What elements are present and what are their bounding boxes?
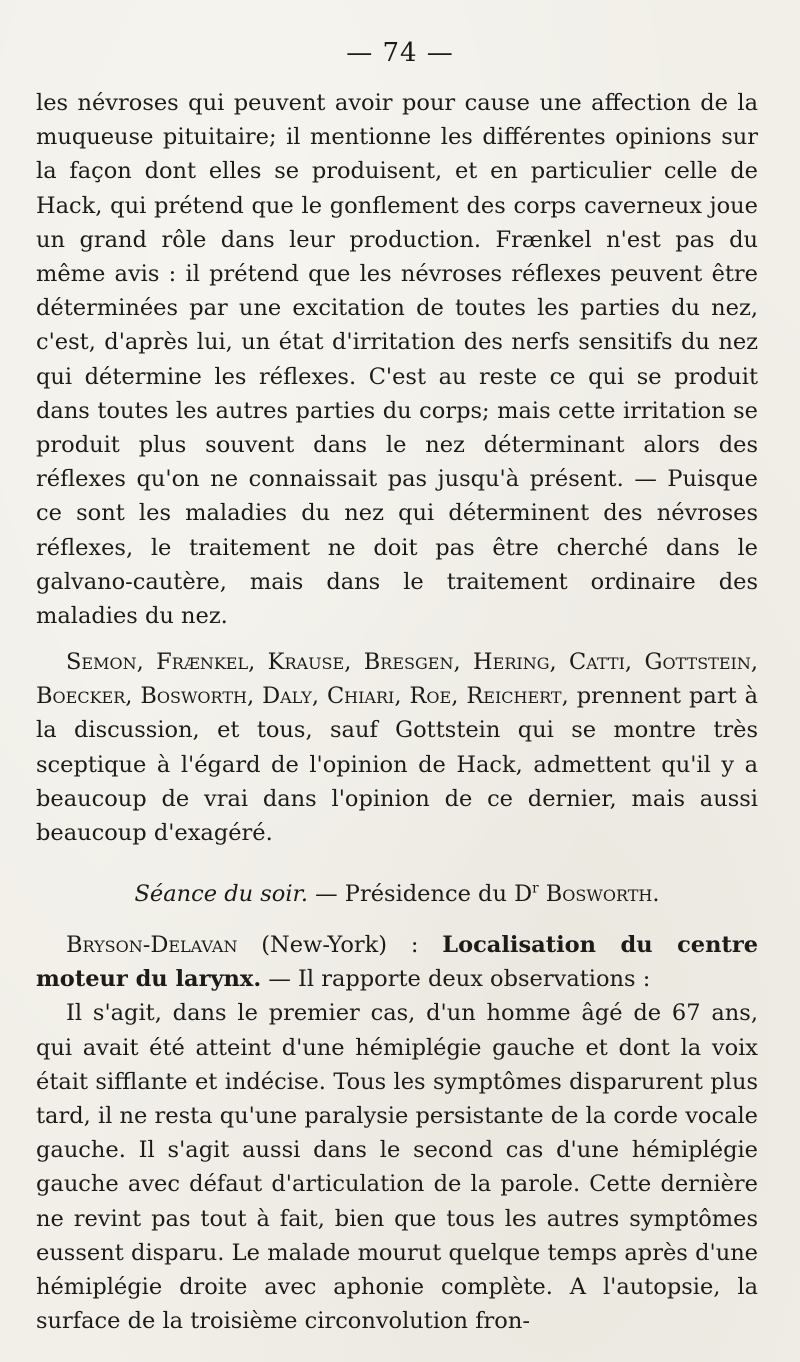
case-description: Il s'agit, dans le premier cas, d'un homme âgé de 67 ans, qui avait été atteint d'une hémiplégie gauche et dont la voix était sifflante et indécise. Tous les symptômes disparurent plus tard, il ne resta qu'une paralysie persistante de la corde vocale gauche. Il s'agit aussi dans le second cas d'une hémiplégie gauche avec défaut d'articulation de la parole. Cette dernière ne revint pas tout à fait, bien que tous les autres symptômes eussent disparu. Le malade mourut quelque temps après d'une hémiplégie droite avec aphonie complète. A l'autopsie, la surface de la troisième circonvolution fron- (36, 1000, 758, 1335)
author-name: Bryson-Delavan (66, 932, 238, 958)
paragraph-discussion (36, 645, 758, 850)
doctor-title-superscript: r (532, 880, 539, 897)
paragraph-neuroses: les névroses qui peuvent avoir pour cause une affection de la muqueuse pituitaire; il mentionne les différentes opinions sur la façon dont elles se produisent, et en particulier celle de Hack, qui prétend que le gonflement des corps caverneux joue un grand rôle dans leur production. Frænkel n'est pas du même avis : il prétend que les névroses réflexes peuvent être déterminées par une excitation de toutes les parties du nez, c'est, d'après lui, un état d'irritation des nerfs sensitifs du nez qui détermine les réflexes. C'est au reste ce qui se produit dans toutes les autres parties du corps; mais cette irritation se produit plus souvent dans le nez déterminant alors des réflexes qu'on ne connaissait pas jusqu'à présent. — Puisque ce sont les maladies du nez qui déterminent des névroses réflexes, le traitement ne doit pas être cherché dans le galvano-cautère, mais dans le traitement ordinaire des maladies du nez. (36, 90, 758, 630)
discussion-text: prennent part à la discussion, et tous, sauf Gottstein qui se montre très sceptique à l'égard de l'opinion de Hack, admettent qu'il y a beaucoup de vrai dans l'opinion de ce dernier, mais aussi beaucoup d'exagéré. (36, 683, 759, 847)
page-number: — 74 — (346, 38, 454, 68)
session-label: Séance du soir. (134, 881, 308, 907)
communication-title: Localisation du centre moteur du larynx. (36, 932, 759, 993)
session-heading (36, 877, 758, 911)
participant-names: Semon, Frænkel, Krause, Bresgen, Hering, Catti, Gottstein, Boecker, Bosworth, Daly, Chiari, Roe, Reichert, (36, 649, 758, 710)
session-president: Bosworth. (545, 881, 660, 907)
author-location: (New-York) : (261, 932, 419, 958)
communication-intro: — Il rapporte deux observations : (268, 966, 651, 993)
paragraph-larynx-study (36, 928, 758, 1338)
session-presidency: — Présidence du D (315, 881, 533, 907)
